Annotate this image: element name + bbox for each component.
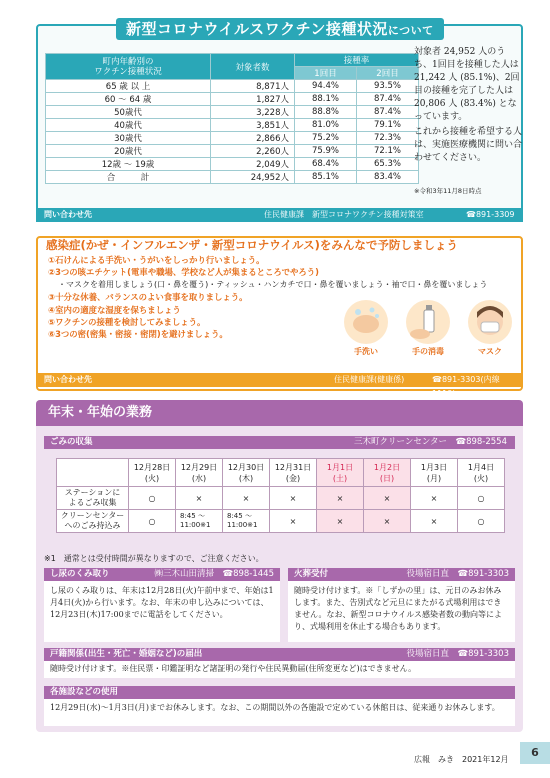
- sanitizer-icon: [406, 300, 450, 344]
- mask-face-icon: [468, 300, 512, 344]
- schedule-cell: ○: [129, 487, 176, 510]
- th-first: 1回目: [295, 67, 357, 80]
- table-row: 20歳代 2,260人 75.9% 72.1%: [46, 145, 419, 158]
- contact-label: 問い合わせ先: [44, 210, 92, 219]
- table-row: 合 計 24,952人 85.1% 83.4%: [46, 171, 419, 184]
- date-header: 1月2日 (日): [364, 459, 411, 487]
- table-row: 30歳代 2,866人 75.2% 72.3%: [46, 132, 419, 145]
- contact-tel[interactable]: ☎891-3303(内線1119): [432, 375, 500, 398]
- schedule-cell: ○: [458, 487, 505, 510]
- etiquette-details: ・マスクを着用しましょう(口・鼻を覆う)・ティッシュ・ハンカチで口・鼻を覆いましょう・袖で口・鼻を覆いましょう: [58, 279, 488, 289]
- schedule-cell: ×: [411, 487, 458, 510]
- schedule-cell: 8:45 ～ 11:00※1: [176, 510, 223, 533]
- mask-illustration: マスク: [462, 300, 518, 357]
- table-row: 40歳代 3,851人 81.0% 79.1%: [46, 119, 419, 132]
- vaccine-note-p2: これから接種を希望する人は、実施医療機関に問い合わせてください。: [414, 127, 523, 163]
- schedule-cell: ×: [270, 510, 317, 533]
- yearend-panel: [36, 400, 523, 732]
- date-header: 12月29日 (水): [176, 459, 223, 487]
- vaccine-as-of: ※令和3年11月8日時点: [414, 187, 482, 195]
- prevention-item: ⑤ワクチンの接種を検討してみましょう。: [48, 317, 206, 328]
- vaccine-contact-bar: [36, 208, 523, 222]
- vaccine-note: [414, 46, 522, 167]
- table-row: 12歳 ～ 19歳 2,049人 68.4% 65.3%: [46, 158, 419, 171]
- table-row: 65 歳 以 上 8,871人 94.4% 93.5%: [46, 80, 419, 93]
- table-row: 60 ～ 64 歳 1,827人 88.1% 87.4%: [46, 93, 419, 106]
- th-count: 対象者数: [211, 54, 295, 80]
- handwash-icon: [344, 300, 388, 344]
- prevention-item: ⑥3つの密(密集・密接・密閉)を避けましょう。: [48, 329, 228, 340]
- facility-box: 各施設などの使用 12月29日(水)～1月3日(月)までお休みします。なお、この期間以外の各施設で定めている休館日は、従来通りお休みします。: [44, 686, 515, 726]
- garbage-table: 12月28日 (火) 12月29日 (水) 12月30日 (木) 12月31日 (金) 1月1日 (土) 1月2日 (日) 1月3日 (月) 1月4日 (火) ステーションに よるごみ収集 ○ × × × × × × ○ クリーンセンター へのごみ持込み ○ 8:45 ～ 11:00※1 8:45 ～ 11:00※1 × × × × ○: [56, 458, 505, 533]
- sanitizer-illustration: 手の消毒: [400, 300, 456, 357]
- prevention-item: ②3つの咳エチケット(電車や職場、学校など人が集まるところでやろう): [48, 267, 319, 278]
- prevention-contact-bar: 問い合わせ先 住民健康課(健康係) ☎891-3303(内線1119): [36, 373, 523, 387]
- family-register-box: 戸籍関係(出生・死亡・婚姻など)の届出 役場宿日直 ☎891-3303 随時受け付けます。※住民票・印鑑証明など諸証明の発行や住民異動届(住所変更など)はできません。: [44, 648, 515, 678]
- schedule-cell: ○: [129, 510, 176, 533]
- vaccine-title: 新型コロナウイルスワクチン接種状況について: [116, 18, 444, 40]
- yearend-title: 年末・年始の業務: [36, 400, 523, 426]
- table-row: 50歳代 3,228人 88.8% 87.4%: [46, 106, 419, 119]
- date-header: 12月31日 (金): [270, 459, 317, 487]
- garbage-note: ※1 通常とは受付時間が異なりますので、ご注意ください。: [44, 554, 264, 563]
- date-header: 12月28日 (火): [129, 459, 176, 487]
- date-header: 12月30日 (木): [223, 459, 270, 487]
- schedule-cell: ×: [223, 487, 270, 510]
- schedule-cell: ×: [270, 487, 317, 510]
- night-soil-box: し尿のくみ取り ㈱三木山田清掃 ☎898-1445 し尿のくみ取りは、年末は12月28日(火)午前中まで、年始は1月4日(火)から行います。なお、年末の申し込みについては、12月23日(木)17:00までに電話をしてください。: [44, 568, 280, 642]
- contact-tel[interactable]: ☎891-3309: [466, 210, 515, 219]
- date-header: 1月3日 (月): [411, 459, 458, 487]
- vaccine-note-p1: 対象者 24,952 人のうち、1回目を接種した人は 21,242 人 (85.1%)、2回目の接種を完了した人は 20,806 人 (83.4%) となっています。: [414, 47, 520, 122]
- prevention-item: ③十分な休養、バランスのよい食事を取りましょう。: [48, 292, 248, 303]
- handwash-illustration: 手洗い: [338, 300, 394, 357]
- schedule-cell: 8:45 ～ 11:00※1: [223, 510, 270, 533]
- page-number: 6: [520, 742, 550, 764]
- th-age: 町内年齢別の ワクチン接種状況: [46, 54, 211, 80]
- date-header: 1月1日 (土): [317, 459, 364, 487]
- prevention-item: ①石けんによる手洗い・うがいをしっかり行いましょう。: [48, 255, 265, 265]
- contact-dept: 住民健康課 新型コロナワクチン接種対策室: [264, 210, 424, 219]
- prevention-pictures: [338, 300, 518, 372]
- schedule-cell: ×: [364, 487, 411, 510]
- vaccine-table: [45, 53, 419, 184]
- prevention-panel: [36, 236, 523, 391]
- th-rate: 接種率: [295, 54, 419, 67]
- garbage-bar: ごみの収集 三木町クリーンセンター ☎898-2554: [44, 436, 515, 449]
- prevention-title: 感染症(かぜ・インフルエンザ・新型コロナウイルス)をみんなで予防しましょう: [46, 238, 458, 252]
- th-second: 2回目: [357, 67, 419, 80]
- schedule-cell: ×: [317, 510, 364, 533]
- prevention-item: ④室内の適度な湿度を保ちましょう: [48, 304, 181, 315]
- cremation-box: 火葬受付 役場宿日直 ☎891-3303 随時受け付けます。※「しずかの里」は、元日のみお休みします。また、告別式など元旦にまたがる式場利用はできません。なお、新型コロナウイルス感染者数の動向等により、式場利用を休止する場合もあります。: [288, 568, 515, 642]
- date-header: 1月4日 (火): [458, 459, 505, 487]
- schedule-cell: ×: [176, 487, 223, 510]
- schedule-cell: ○: [458, 510, 505, 533]
- vaccine-status-panel: [36, 20, 523, 214]
- schedule-cell: ×: [364, 510, 411, 533]
- schedule-cell: ×: [411, 510, 458, 533]
- schedule-cell: ×: [317, 487, 364, 510]
- footer-text: 広報 みき 2021年12月: [414, 755, 509, 764]
